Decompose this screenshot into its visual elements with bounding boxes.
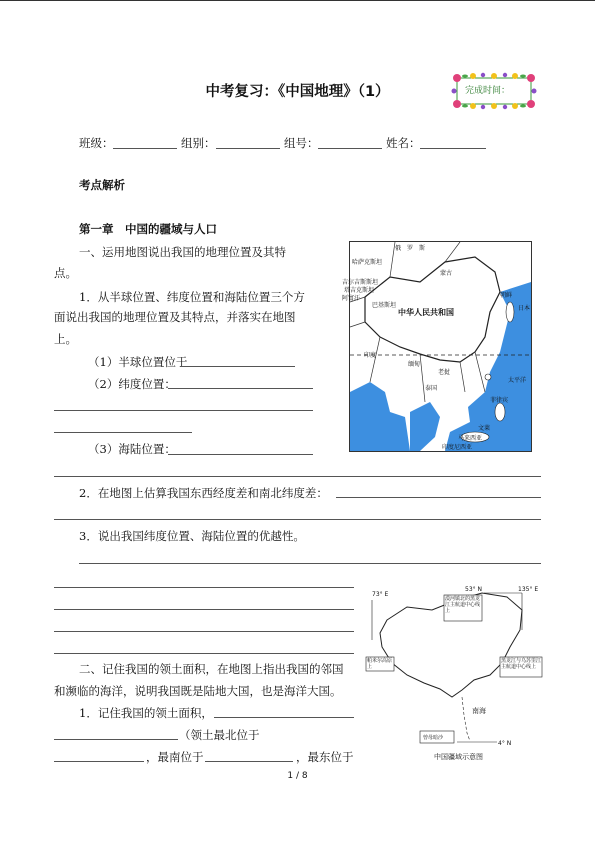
china-territory-map [362,585,542,761]
map-label-japan: 日本 [518,305,531,312]
completion-time-badge [451,72,537,110]
south-sea-line [462,697,470,741]
east-note: 黑龙江与乌苏里江主航道中心线上 [501,658,542,670]
q1-sub1: （1）半球位置位于 [88,355,188,369]
group-field[interactable] [216,148,280,149]
answer-line[interactable] [54,410,313,411]
badge-label: 完成时间： [465,86,511,96]
q1-item3: 3．说出我国纬度位置、海陆位置的优越性。 [79,529,305,543]
team-label: 组号： [284,136,319,150]
china-location-map-svg [342,242,531,451]
class-field[interactable] [113,148,177,149]
answer-line[interactable] [168,454,313,455]
china-territory-map-svg [362,585,542,761]
q1-sub3: （3）海陆位置： [88,442,176,456]
answer-line[interactable] [54,761,144,762]
q1-intro: 一、运用地图说出我国的地理位置及其特 [79,245,286,259]
q2-item1: 1．记住我国的领土面积， [79,706,213,720]
q1-item2: 2．在地图上估算我国东西经度差和南北纬度差： [79,486,328,500]
west-note: 帕米尔高原上 [367,658,393,670]
map-label-russia: 俄 罗 斯 [395,245,426,252]
section-title: 考点解析 [79,178,125,192]
q1-item1-cont2: 上。 [54,332,77,346]
map-label-prc: 中华人民共和国 [398,308,454,317]
answer-line[interactable] [54,631,354,632]
answer-line[interactable] [54,432,192,433]
answer-line[interactable] [54,739,178,740]
answer-line[interactable] [168,388,313,389]
answer-line[interactable] [54,609,354,610]
answer-line[interactable] [336,497,541,498]
q1-sub2: （2）纬度位置： [88,377,176,391]
map-label-korea: 朝鲜 [500,292,513,299]
answer-line[interactable] [54,476,541,477]
ne-note: 漠河镇北的黑龙江主航道中心线上 [445,596,481,614]
map-label-brunei: 文莱 [478,425,491,432]
q2-intro-cont: 和濒临的海洋，说明我国既是陆地大国，也是海洋大国。 [54,684,342,698]
map-label-laos: 老挝 [438,369,451,376]
q1-item1-cont: 面说出我国的地理位置及其特点，并落实在地图 [54,310,296,324]
top-rule [0,0,595,1]
answer-line[interactable] [180,366,295,367]
lon-west-label: 73° E [372,591,389,598]
answer-line[interactable] [214,717,354,718]
name-label: 姓名： [386,136,421,150]
q2-north-label: （领土最北位于 [179,728,260,742]
chapter-title: 第一章 中国的疆域与人口 [79,222,217,236]
map-label-pakistan: 巴基斯坦 [372,302,397,309]
map-caption: 中国疆域示意图 [434,753,483,761]
answer-line[interactable] [54,519,541,520]
answer-line[interactable] [54,587,354,588]
lon-east-label: 135° E [518,586,539,593]
q2-south-label: ，最南位于 [146,750,204,764]
map-label-afghanistan: 阿富汗 [342,295,361,302]
south-sea-label: 南海 [472,707,486,715]
lat-top-label: 53° N [465,586,483,593]
page-number: 1 / 8 [287,771,308,781]
map-label-mongolia: 蒙古 [440,270,453,277]
map-label-kyrgyzstan: 吉尔吉斯斯坦 [342,279,379,286]
map-label-philippines: 菲律宾 [490,397,509,404]
map-label-thailand: 泰国 [425,385,438,392]
map-label-burma: 缅甸 [408,361,421,368]
answer-line[interactable] [205,761,293,762]
answer-line[interactable] [54,653,354,654]
team-field[interactable] [318,148,382,149]
name-field[interactable] [420,148,486,149]
group-label: 组别： [181,136,216,150]
map-label-india: 印度 [364,352,377,359]
map-label-tajikistan: 塔吉克斯坦 [344,287,375,294]
q2-intro: 二、记住我国的领土面积，在地图上指出我国的邻国 [79,662,344,676]
q2-east-label: ，最东位于 [296,750,354,764]
china-location-map [342,241,532,452]
map-label-kazakhstan: 哈萨克斯坦 [352,259,383,266]
page-title: 中考复习：《中国地理》（1） [205,84,390,100]
lat-bottom-label: 4° N [498,740,512,747]
map-label-pacific: 太平洋 [508,377,527,384]
answer-line[interactable] [79,563,541,564]
south-note: 曾母暗沙 [423,735,444,741]
map-label-indonesia: 印度尼西亚 [442,444,473,451]
map-label-malaysia: 马来西亚 [458,435,483,442]
q1-intro-cont: 点。 [54,266,77,280]
q1-item1: 1．从半球位置、纬度位置和海陆位置三个方 [79,290,305,304]
class-label: 班级： [79,136,114,150]
